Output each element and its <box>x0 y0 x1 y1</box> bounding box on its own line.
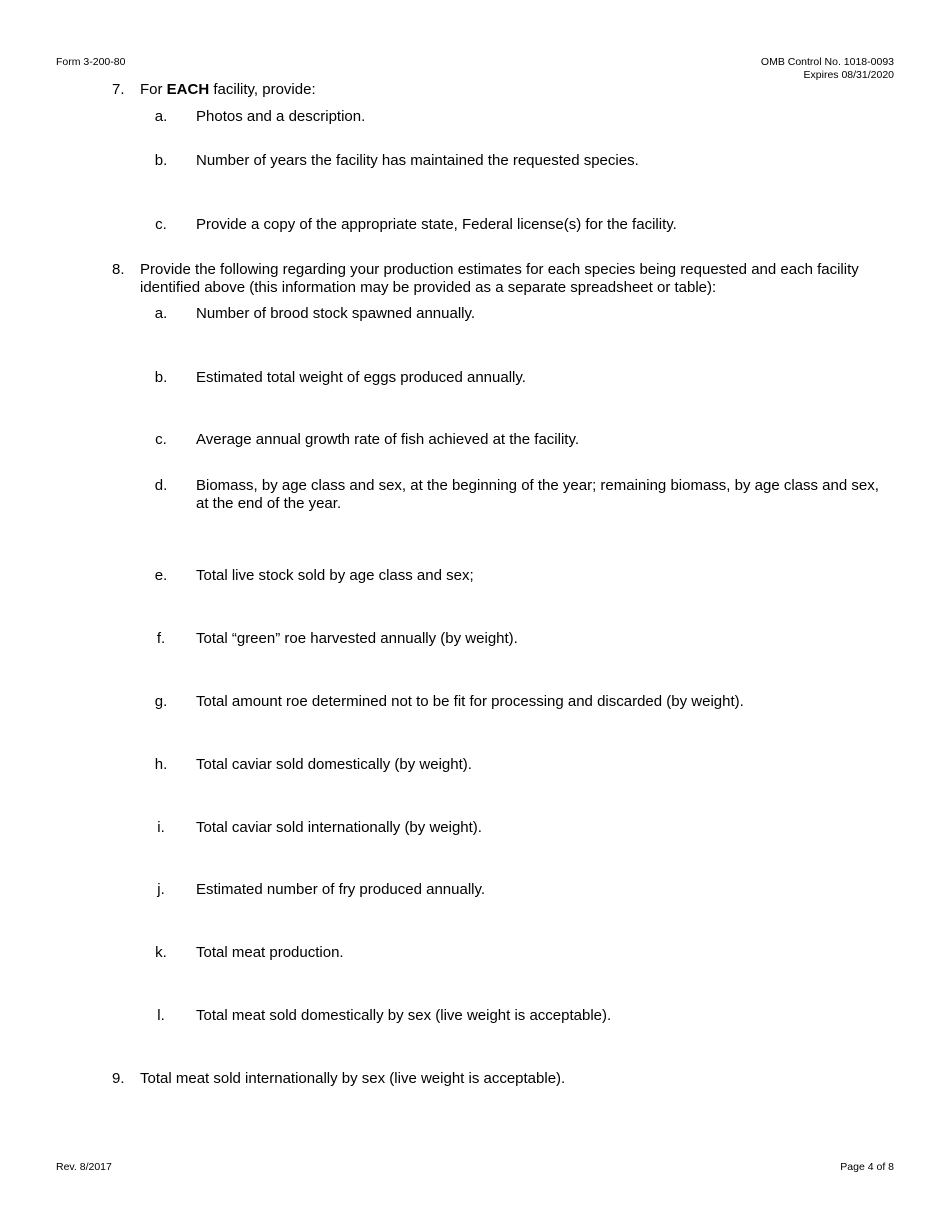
item-text: Provide a copy of the appropriate state, Federal license(s) for the facility. <box>196 216 677 233</box>
question-number: 9. <box>112 1070 125 1087</box>
item-letter: e. <box>154 567 168 584</box>
expiration-date: Expires 08/31/2020 <box>803 69 894 81</box>
item-text: Total live stock sold by age class and sex; <box>196 567 474 584</box>
question-text: For EACH facility, provide: <box>140 81 316 98</box>
item-text: Estimated total weight of eggs produced annually. <box>196 369 526 386</box>
item-text: Total caviar sold internationally (by weight). <box>196 819 482 836</box>
item-letter: k. <box>155 944 167 961</box>
revision-date: Rev. 8/2017 <box>56 1161 112 1173</box>
item-text: Total “green” roe harvested annually (by weight). <box>196 630 518 647</box>
question-number: 8. <box>112 261 125 278</box>
item-text: Total amount roe determined not to be fit for processing and discarded (by weight). <box>196 693 744 710</box>
question-number: 7. <box>112 81 125 98</box>
item-letter: f. <box>156 630 166 647</box>
item-text: Total meat sold domestically by sex (live weight is acceptable). <box>196 1007 612 1024</box>
item-letter: h. <box>154 756 168 773</box>
item-text: Total meat production. <box>196 944 344 961</box>
emphasis-each: EACH <box>166 81 210 98</box>
form-number: Form 3-200-80 <box>56 56 126 68</box>
item-letter: d. <box>154 477 168 494</box>
item-text: Estimated number of fry produced annually. <box>196 881 486 898</box>
question-text: Provide the following regarding your production estimates for each species being requested and each facility identified above (this information may be provided as a separate spreadsheet or table): <box>140 261 859 296</box>
item-letter: a. <box>154 108 168 125</box>
page-number: Page 4 of 8 <box>840 1161 894 1173</box>
item-text: Average annual growth rate of fish achieved at the facility. <box>196 431 580 448</box>
omb-control-number: OMB Control No. 1018-0093 <box>760 56 894 68</box>
item-letter: j. <box>157 881 165 898</box>
item-letter: i. <box>157 819 165 836</box>
item-text: Number of brood stock spawned annually. <box>196 305 476 322</box>
item-letter: l. <box>157 1007 165 1024</box>
item-text: Total caviar sold domestically (by weight). <box>196 756 472 773</box>
question-text: Total meat sold internationally by sex (live weight is acceptable). <box>140 1070 566 1087</box>
item-text: Biomass, by age class and sex, at the beginning of the year; remaining biomass, by age class and sex, at the end of the year. <box>196 477 879 512</box>
item-letter: b. <box>154 152 168 169</box>
omb-info <box>761 56 894 82</box>
item-text: Number of years the facility has maintained the requested species. <box>196 152 639 169</box>
item-letter: g. <box>154 693 168 710</box>
item-letter: b. <box>154 369 168 386</box>
item-text: Photos and a description. <box>196 108 366 125</box>
item-letter: c. <box>155 216 167 233</box>
item-letter: c. <box>155 431 167 448</box>
item-letter: a. <box>154 305 168 322</box>
